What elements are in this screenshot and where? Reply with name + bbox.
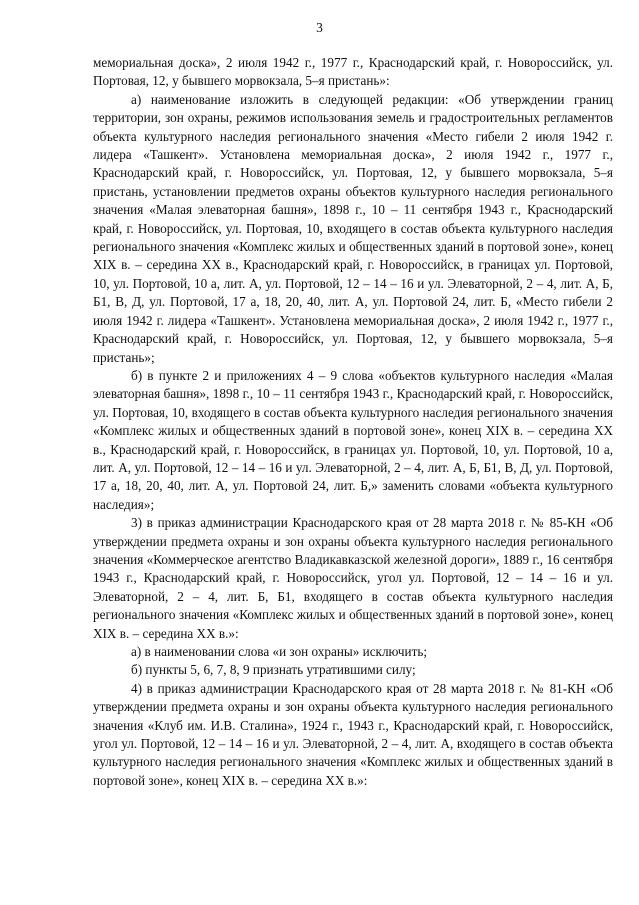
- paragraph-item-a-exclude-words: а) в наименовании слова «и зон охраны» исключить;: [131, 644, 428, 659]
- paragraph-item-3-order-85kn: 3) в приказ администрации Краснодарского края от 28 марта 2018 г. № 85-КН «Об утверждении предмета охраны и зон охраны объекта культурного наследия регионального значения «Коммерческое агентство Владикавказской железной дороги», 1889 г., 16 сентября 1943 г., Краснодарский край, г. Новороссийск, угол ул. Портовой, 12 – 14 – 16 и ул. Элеваторной, 2 – 4, лит. Б, Б1, входящего в состав объекта культурного наследия регионального значения «Комплекс жилых и общественных зданий в портовой зоне», конец XIX в. – середина XX в.»:: [93, 515, 613, 641]
- paragraph-item-4-order-81kn: 4) в приказ администрации Краснодарского края от 28 марта 2018 г. № 81-КН «Об утверждении предмета охраны и зон охраны объекта культурного наследия регионального значения «Клуб им. И.В. Сталина», 1924 г., 1943 г., Краснодарский край, г. Новороссийск, угол ул. Портовой, 12 – 14 – 16 и ул. Элеваторной, 2 – 4, лит. А, входящего в состав объекта культурного наследия регионального значения «Комплекс жилых и общественных зданий в портовой зоне», конец XIX в. – середина XX в.»:: [93, 680, 613, 788]
- paragraph-item-b-words-replace: б) в пункте 2 и приложениях 4 – 9 слова «объектов культурного наследия «Малая элеваторная башня», 1898 г., 10 – 11 сентября 1943 г., Краснодарский край, г. Новороссийск, ул. Портовая, 10, входящего в состав объекта культурного наследия регионального значения «Комплекс жилых и общественных зданий в портовой зоне», конец XIX в. – середина XX в., Краснодарский край, г. Новороссийск, в границах ул. Портовой, 10, ул. Портовой, 10 а, лит. А, ул. Портовой, 12 – 14 – 16 и ул. Элеваторной, 2 – 4, лит. А, Б, Б1, В, Д, ул. Портовой, 17 а, 18, 20, 40, лит. А, ул. Портовой 24, лит. Б,» заменить словами «объекта культурного наследия»;: [93, 367, 613, 512]
- paragraph-item-b-repeal-points: б) пункты 5, 6, 7, 8, 9 признать утратившими силу;: [131, 662, 416, 678]
- paragraph-item-a-title-change: а) наименование изложить в следующей редакции: «Об утверждении границ территории, зон охраны, режимов использования земель и градостроительных регламентов объекта культурного наследия регионального значения «Место гибели 2 июля 1942 г. лидера «Ташкент». Установлена мемориальная доска», 2 июля 1942 г., 1977 г., Краснодарский край, г. Новороссийск, ул. Портовая, 12, у бывшего морвокзала, 5–я пристань, установлении предметов охраны объектов культурного наследия регионального значения «Малая элеваторная башня», 1898 г., 10 – 11 сентября 1943 г., Краснодарский край, г. Новороссийск, ул. Портовая, 10, входящего в состав объекта культурного наследия регионального значения «Комплекс жилых и общественных зданий в портовой зоне», конец XIX в. – середина XX в., Краснодарский край, г. Новороссийск, в границах ул. Портовой, 10, ул. Портовой, 10 а, лит. А, ул. Портовой, 12 – 14 – 16 и ул. Элеваторной, 2 – 4, лит. А, Б, Б1, В, Д, ул. Портовой, 17 а, 18, 20, 40, лит. А, ул. Портовой 24, лит. Б, «Место гибели 2 июля 1942 г. лидера «Ташкент». Установлена мемориальная доска», 2 июля 1942 г., 1977 г., Краснодарский край, г. Новороссийск, ул. Портовая, 12, у бывшего морвокзала, 5–я пристань»;: [93, 91, 613, 365]
- page-number: 3: [316, 20, 323, 35]
- document-body: [93, 54, 613, 790]
- paragraph-continuation: мемориальная доска», 2 июля 1942 г., 1977 г., Краснодарский край, г. Новороссийск, ул. Портовая, 12, у бывшего морвокзала, 5–я пристань»:: [93, 55, 613, 89]
